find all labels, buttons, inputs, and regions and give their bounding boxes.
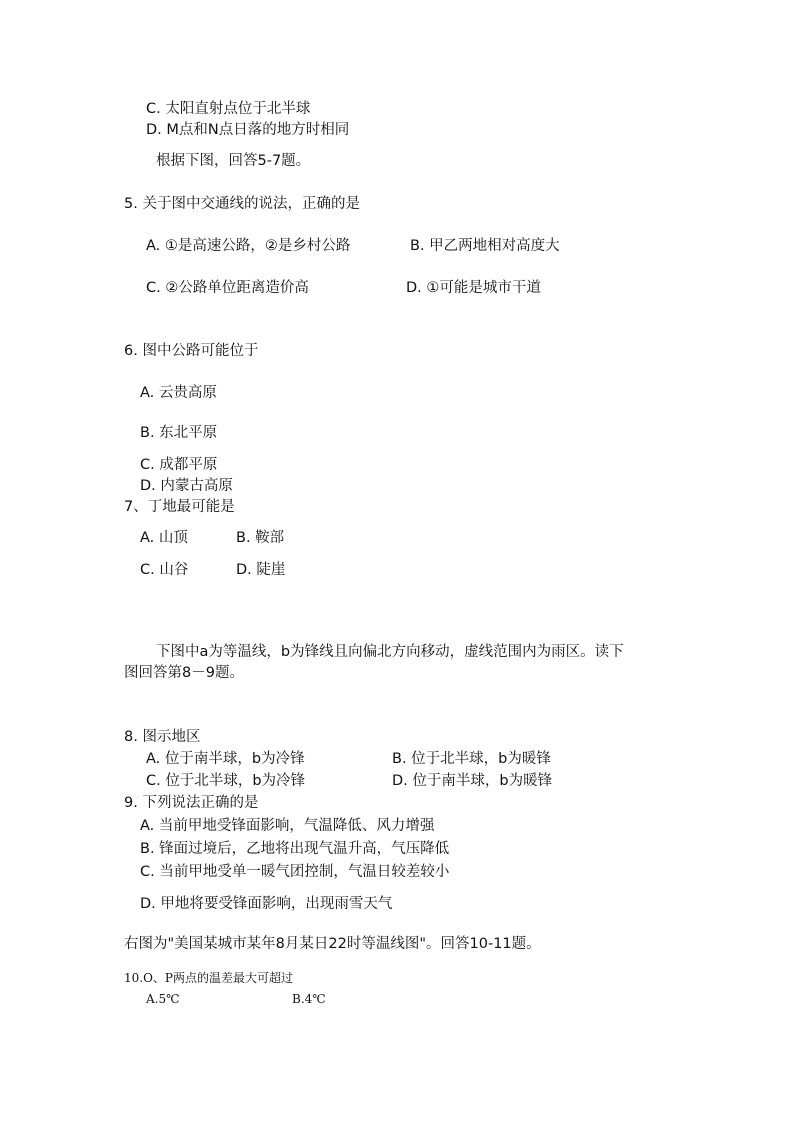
option-b-q8: B. 位于北半球，b为暖锋: [392, 751, 551, 767]
option-b-q10: B.4℃: [292, 992, 326, 1006]
instruction-8-9-line1: 下图中a为等温线，b为锋线且向偏北方向移动，虚线范围内为雨区。读下: [156, 644, 624, 660]
question-6: 6. 图中公路可能位于: [124, 343, 259, 359]
option-c-q9: C. 当前甲地受单一暖气团控制，气温日较差较小: [140, 864, 450, 880]
option-c-q4: C. 太阳直射点位于北半球: [146, 101, 311, 117]
instruction-5-7: 根据下图，回答5-7题。: [156, 153, 311, 169]
option-b-q5: B. 甲乙两地相对高度大: [410, 238, 560, 254]
question-10: 10.O、P两点的温差最大可超过: [124, 971, 293, 985]
option-d-q4: D. M点和N点日落的地方时相同: [146, 122, 350, 138]
question-9: 9. 下列说法正确的是: [124, 795, 259, 811]
instruction-10-11: 右图为"美国某城市某年8月某日22时等温线图"。回答10-11题。: [124, 936, 541, 952]
option-a-q9: A. 当前甲地受锋面影响，气温降低、风力增强: [140, 818, 435, 834]
option-a-q7: A. 山顶: [140, 530, 188, 546]
option-c-q5: C. ②公路单位距离造价高: [146, 280, 309, 296]
question-5: 5. 关于图中交通线的说法，正确的是: [124, 196, 360, 212]
option-c-q6: C. 成都平原: [140, 457, 218, 473]
option-a-q5: A. ①是高速公路，②是乡村公路: [146, 238, 351, 254]
option-b-q9: B. 锋面过境后，乙地将出现气温升高，气压降低: [140, 841, 450, 857]
option-a-q10: A.5℃: [146, 992, 180, 1006]
option-c-q8: C. 位于北半球，b为冷锋: [146, 773, 306, 789]
instruction-8-9-line2: 图回答第8－9题。: [124, 665, 244, 681]
option-a-q6: A. 云贵高原: [140, 385, 217, 401]
question-7: 7、丁地最可能是: [124, 499, 235, 515]
option-d-q6: D. 内蒙古高原: [140, 478, 233, 494]
option-b-q7: B. 鞍部: [236, 530, 285, 546]
option-a-q8: A. 位于南半球，b为冷锋: [146, 751, 305, 767]
option-d-q9: D. 甲地将要受锋面影响，出现雨雪天气: [140, 896, 393, 912]
option-d-q8: D. 位于南半球，b为暖锋: [392, 773, 553, 789]
option-d-q5: D. ①可能是城市干道: [406, 280, 541, 296]
question-8: 8. 图示地区: [124, 729, 201, 745]
option-d-q7: D. 陡崖: [236, 562, 286, 578]
option-b-q6: B. 东北平原: [140, 425, 218, 441]
option-c-q7: C. 山谷: [140, 562, 189, 578]
